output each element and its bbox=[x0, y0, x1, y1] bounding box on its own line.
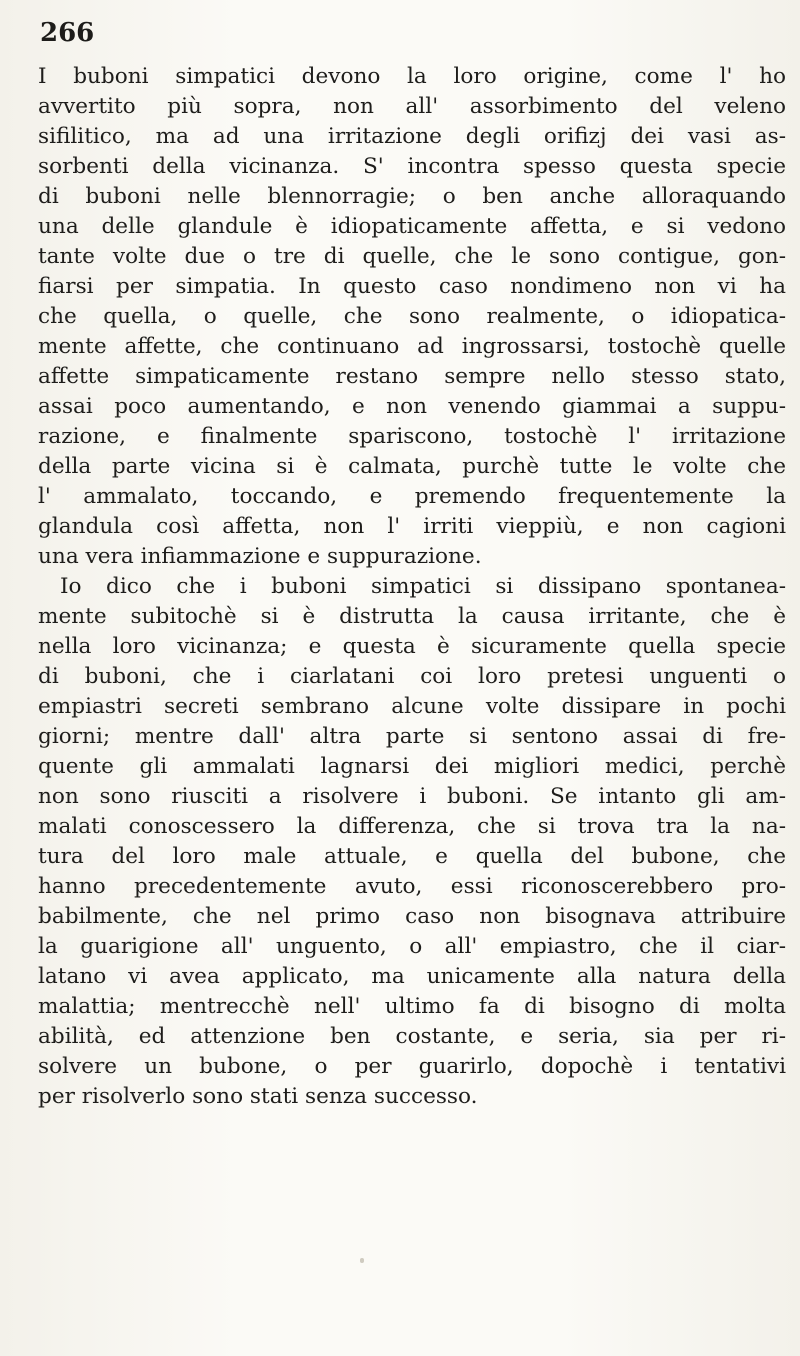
text-line: razione, e finalmente spariscono, tostochè l' irritazione bbox=[38, 424, 786, 449]
text-line: la guarigione all' unguento, o all' empiastro, che il ciar- bbox=[38, 934, 786, 959]
text-line: malattia; mentrecchè nell' ultimo fa di bisogno di molta bbox=[38, 994, 786, 1019]
text-line: latano vi avea applicato, ma unicamente alla natura della bbox=[38, 964, 786, 989]
text-line: avvertito più sopra, non all' assorbimento del veleno bbox=[38, 94, 786, 119]
paragraph-end-line: per risolverlo sono stati senza successo. bbox=[38, 1084, 478, 1109]
page-number: 266 bbox=[40, 18, 95, 48]
text-line: di buboni, che i ciarlatani coi loro pretesi unguenti o bbox=[38, 664, 786, 689]
text-line: che quella, o quelle, che sono realmente, o idiopatica- bbox=[38, 304, 786, 329]
text-line: affette simpaticamente restano sempre nello stesso stato, bbox=[38, 364, 786, 389]
ink-speck bbox=[360, 1258, 364, 1263]
text-line: sorbenti della vicinanza. S' incontra spesso questa specie bbox=[38, 154, 786, 179]
text-line: mente subitochè si è distrutta la causa irritante, che è bbox=[38, 604, 786, 629]
text-line: babilmente, che nel primo caso non bisognava attribuire bbox=[38, 904, 786, 929]
text-line: assai poco aumentando, e non venendo giammai a suppu- bbox=[38, 394, 786, 419]
text-line: I buboni simpatici devono la loro origine, come l' ho bbox=[38, 64, 786, 89]
text-line: malati conoscessero la differenza, che si trova tra la na- bbox=[38, 814, 786, 839]
text-line: giorni; mentre dall' altra parte si sentono assai di fre- bbox=[38, 724, 786, 749]
text-line: nella loro vicinanza; e questa è sicuramente quella specie bbox=[38, 634, 786, 659]
text-line: quente gli ammalati lagnarsi dei migliori medici, perchè bbox=[38, 754, 786, 779]
paragraph-end-line: una vera infiammazione e suppurazione. bbox=[38, 544, 482, 569]
text-line: di buboni nelle blennorragie; o ben anche alloraquando bbox=[38, 184, 786, 209]
text-line: della parte vicina si è calmata, purchè tutte le volte che bbox=[38, 454, 786, 479]
text-line: una delle glandule è idiopaticamente affetta, e si vedono bbox=[38, 214, 786, 239]
text-line: tante volte due o tre di quelle, che le sono contigue, gon- bbox=[38, 244, 786, 269]
text-line: tura del loro male attuale, e quella del bubone, che bbox=[38, 844, 786, 869]
text-line: abilità, ed attenzione ben costante, e seria, sia per ri- bbox=[38, 1024, 786, 1049]
text-line: solvere un bubone, o per guarirlo, dopochè i tentativi bbox=[38, 1054, 786, 1079]
text-line: empiastri secreti sembrano alcune volte dissipare in pochi bbox=[38, 694, 786, 719]
text-line: hanno precedentemente avuto, essi riconoscerebbero pro- bbox=[38, 874, 786, 899]
text-line: non sono riusciti a risolvere i buboni. Se intanto gli am- bbox=[38, 784, 786, 809]
text-line: fiarsi per simpatia. In questo caso nondimeno non vi ha bbox=[38, 274, 786, 299]
text-line: l' ammalato, toccando, e premendo frequentemente la bbox=[38, 484, 786, 509]
body-text bbox=[38, 62, 786, 1112]
paragraph-start-line: Io dico che i buboni simpatici si dissipano spontanea- bbox=[60, 574, 786, 599]
text-line: mente affette, che continuano ad ingrossarsi, tostochè quelle bbox=[38, 334, 786, 359]
text-line: glandula così affetta, non l' irriti vieppiù, e non cagioni bbox=[38, 514, 786, 539]
text-line: sifilitico, ma ad una irritazione degli orifizj dei vasi as- bbox=[38, 124, 786, 149]
